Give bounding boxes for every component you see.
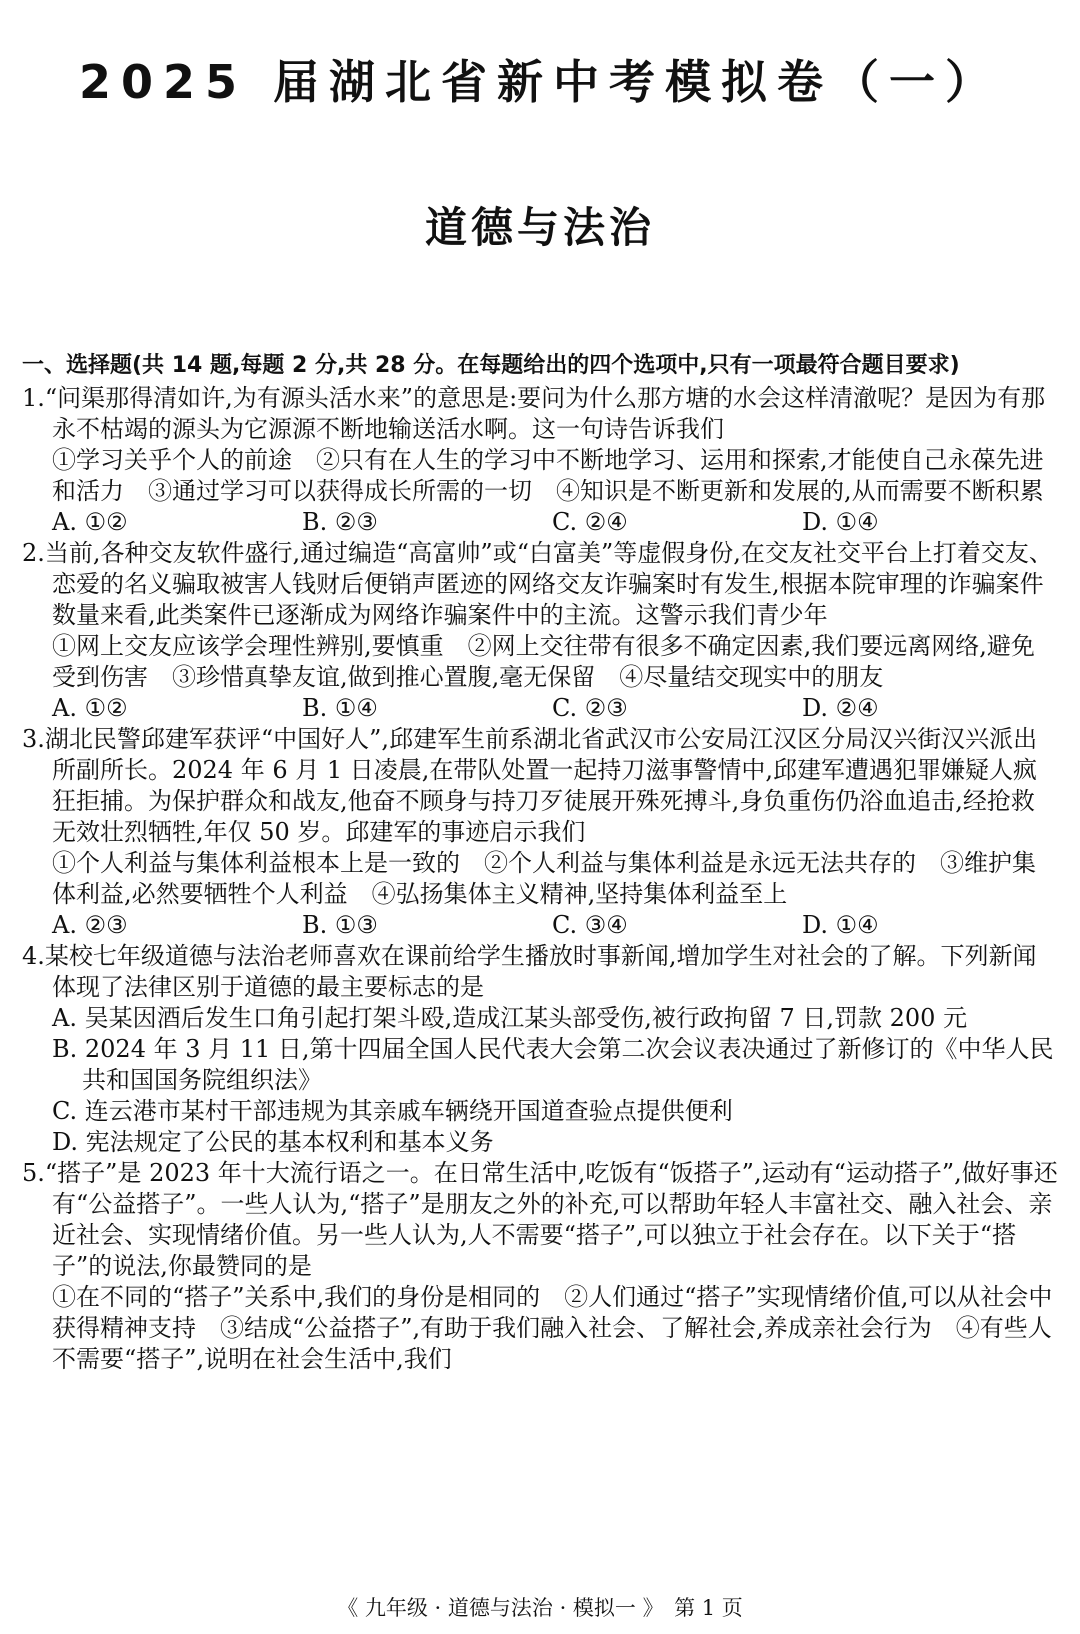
answer-options bbox=[22, 910, 1058, 941]
option-c: C. ③④ bbox=[552, 911, 628, 939]
question-stem: 2.当前,各种交友软件盛行,通过编造“高富帅”或“白富美”等虚假身份,在交友社交平台上打着交友、恋爱的名义骗取被害人钱财后便销声匿迹的网络交友诈骗案时有发生,根据本院审理的诈骗案件数量来看,此类案件已逐渐成为网络诈骗案件中的主流。这警示我们青少年 bbox=[22, 539, 1053, 629]
question-4 bbox=[22, 941, 1058, 1158]
question-list bbox=[22, 383, 1058, 1375]
option-b: B. ①④ bbox=[302, 694, 378, 722]
question-statements: ①学习关乎个人的前途 ②只有在人生的学习中不断地学习、运用和探索,才能使自己永葆先进和活力 ③通过学习可以获得成长所需的一切 ④知识是不断更新和发展的,从而需要不断积累 bbox=[52, 446, 1044, 505]
option-c: C. 连云港市某村干部违规为其亲戚车辆绕开国道查验点提供便利 bbox=[52, 1097, 733, 1125]
option-a: A. ①② bbox=[52, 694, 128, 722]
option-d: D. ①④ bbox=[802, 911, 879, 939]
question-5 bbox=[22, 1158, 1058, 1375]
question-stem: 1.“问渠那得清如许,为有源头活水来”的意思是:要问为什么那方塘的水会这样清澈呢？是因为有那永不枯竭的源头为它源源不断地输送活水啊。这一句诗告诉我们 bbox=[22, 384, 1046, 443]
answer-options bbox=[22, 507, 1058, 538]
subject-title: 道德与法治 bbox=[424, 203, 655, 252]
option-c: C. ②③ bbox=[552, 694, 628, 722]
question-statements: ①在不同的“搭子”关系中,我们的身份是相同的 ②人们通过“搭子”实现情绪价值,可以从社会中获得精神支持 ③结成“公益搭子”,有助于我们融入社会、了解社会,养成亲社会行为 ④有些人不需要“搭子”,说明在社会生活中,我们 bbox=[52, 1283, 1053, 1373]
option-a: A. 吴某因酒后发生口角引起打架斗殴,造成江某头部受伤,被行政拘留 7 日,罚款 200 元 bbox=[52, 1004, 968, 1032]
question-statements: ①网上交友应该学会理性辨别,要慎重 ②网上交往带有很多不确定因素,我们要远离网络,避免受到伤害 ③珍惜真挚友谊,做到推心置腹,毫无保留 ④尽量结交现实中的朋友 bbox=[52, 632, 1035, 691]
exam-title: 2025 届湖北省新中考模拟卷（一） bbox=[78, 55, 1002, 109]
option-a: A. ②③ bbox=[52, 911, 128, 939]
option-b: B. ①③ bbox=[302, 911, 378, 939]
section-heading: 一、选择题(共 14 题,每题 2 分,共 28 分。在每题给出的四个选项中,只有一项最符合题目要求) bbox=[22, 353, 960, 378]
option-c: C. ②④ bbox=[552, 508, 628, 536]
question-1 bbox=[22, 383, 1058, 538]
option-b: B. ②③ bbox=[302, 508, 378, 536]
question-3 bbox=[22, 724, 1058, 941]
option-d: D. 宪法规定了公民的基本权利和基本义务 bbox=[52, 1128, 494, 1156]
page-footer: 《 九年级 · 道德与法治 · 模拟一 》 第 1 页 bbox=[337, 1596, 743, 1620]
answer-options bbox=[22, 693, 1058, 724]
question-2 bbox=[22, 538, 1058, 724]
question-statements: ①个人利益与集体利益根本上是一致的 ②个人利益与集体利益是永远无法共存的 ③维护集体利益,必然要牺牲个人利益 ④弘扬集体主义精神,坚持集体利益至上 bbox=[52, 849, 1036, 908]
question-stem: 5.“搭子”是 2023 年十大流行语之一。在日常生活中,吃饭有“饭搭子”,运动有“运动搭子”,做好事还有“公益搭子”。一些人认为,“搭子”是朋友之外的补充,可以帮助年轻人丰富社交、融入社会、亲近社会、实现情绪价值。另一些人认为,人不需要“搭子”,可以独立于社会存在。以下关于“搭子”的说法,你最赞同的是 bbox=[22, 1159, 1058, 1280]
option-a: A. ①② bbox=[52, 508, 128, 536]
option-d: D. ①④ bbox=[802, 508, 879, 536]
question-stem: 3.湖北民警邱建军获评“中国好人”,邱建军生前系湖北省武汉市公安局江汉区分局汉兴街汉兴派出所副所长。2024 年 6 月 1 日凌晨,在带队处置一起持刀滋事警情中,邱建军遭遇犯罪嫌疑人疯狂拒捕。为保护群众和战友,他奋不顾身与持刀歹徒展开殊死搏斗,身负重伤仍浴血追击,经抢救无效壮烈牺牲,年仅 50 岁。邱建军的事迹启示我们 bbox=[22, 725, 1038, 846]
option-b: B. 2024 年 3 月 11 日,第十四届全国人民代表大会第二次会议表决通过了新修订的《中华人民共和国国务院组织法》 bbox=[52, 1035, 1054, 1094]
question-stem: 4.某校七年级道德与法治老师喜欢在课前给学生播放时事新闻,增加学生对社会的了解。下列新闻体现了法律区别于道德的最主要标志的是 bbox=[22, 942, 1037, 1001]
option-d: D. ②④ bbox=[802, 694, 879, 722]
